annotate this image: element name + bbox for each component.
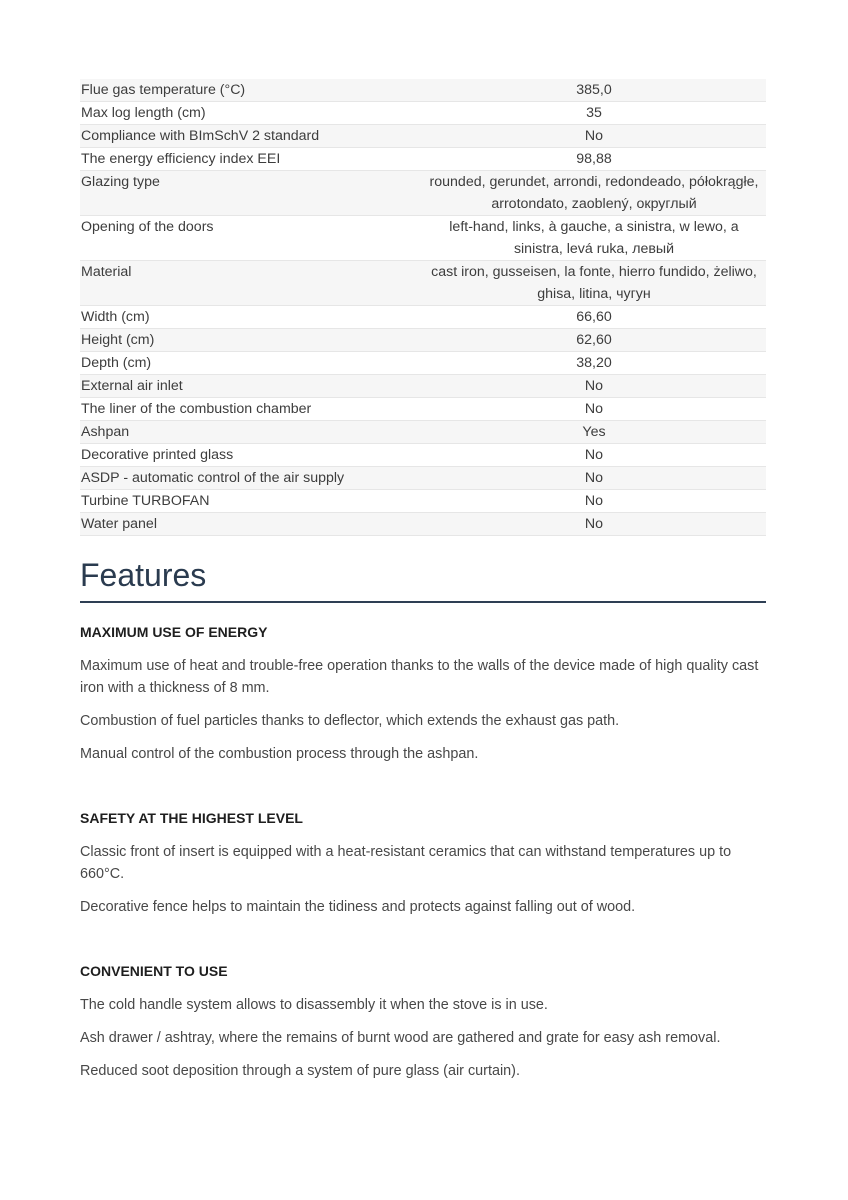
spec-row	[80, 125, 766, 148]
feature-paragraph: Decorative fence helps to maintain the tidiness and protects against falling out of wood.	[80, 899, 636, 915]
spec-row	[80, 352, 766, 375]
spec-label: The energy efficiency index EEI	[80, 148, 423, 171]
spec-label: Opening of the doors	[80, 216, 423, 261]
spec-label: Material	[80, 261, 423, 306]
spec-value: No	[423, 513, 766, 536]
features-divider	[80, 601, 766, 603]
spec-row	[80, 306, 766, 329]
spec-label: Depth (cm)	[80, 352, 423, 375]
spec-row	[80, 148, 766, 171]
spec-value: No	[423, 490, 766, 513]
spec-row	[80, 261, 766, 306]
spec-value: No	[423, 467, 766, 490]
spec-label: Max log length (cm)	[80, 102, 423, 125]
spec-label: External air inlet	[80, 375, 423, 398]
feature-section-convenience	[80, 961, 766, 1093]
spec-label: Compliance with BImSchV 2 standard	[80, 125, 423, 148]
spec-row	[80, 375, 766, 398]
feature-heading: CONVENIENT TO USE	[80, 963, 228, 979]
feature-paragraph: Maximum use of heat and trouble-free operation thanks to the walls of the device made of high quality cast iron with a thickness of 8 mm.	[80, 658, 759, 696]
spec-value: No	[423, 375, 766, 398]
spec-label: Glazing type	[80, 171, 423, 216]
spec-value: 62,60	[423, 329, 766, 352]
spec-label: ASDP - automatic control of the air supply	[80, 467, 423, 490]
spec-row	[80, 421, 766, 444]
spec-label: Height (cm)	[80, 329, 423, 352]
spec-value: 38,20	[423, 352, 766, 375]
spec-row	[80, 79, 766, 102]
spec-label: Decorative printed glass	[80, 444, 423, 467]
spec-row	[80, 398, 766, 421]
feature-paragraph: Manual control of the combustion process through the ashpan.	[80, 746, 479, 762]
spec-value: Yes	[423, 421, 766, 444]
feature-heading: SAFETY AT THE HIGHEST LEVEL	[80, 810, 303, 826]
spec-row	[80, 467, 766, 490]
spec-value: No	[423, 398, 766, 421]
feature-section-energy	[80, 622, 766, 776]
feature-paragraph: Combustion of fuel particles thanks to deflector, which extends the exhaust gas path.	[80, 713, 620, 729]
spec-value: 66,60	[423, 306, 766, 329]
features-title: Features	[80, 557, 207, 593]
spec-value: No	[423, 444, 766, 467]
spec-value: rounded, gerundet, arrondi, redondeado, półokrągłe, arrotondato, zaoblený, округлый	[423, 171, 766, 216]
feature-section-safety	[80, 808, 766, 929]
spec-label: Width (cm)	[80, 306, 423, 329]
spec-value: No	[423, 125, 766, 148]
feature-heading: MAXIMUM USE OF ENERGY	[80, 624, 268, 640]
specifications-table	[80, 79, 766, 536]
spec-label: Water panel	[80, 513, 423, 536]
spec-value: cast iron, gusseisen, la fonte, hierro fundido, żeliwo, ghisa, litina, чугун	[423, 261, 766, 306]
spec-value: left-hand, links, à gauche, a sinistra, w lewo, a sinistra, levá ruka, левый	[423, 216, 766, 261]
specifications-table-body	[80, 79, 766, 536]
spec-value: 385,0	[423, 79, 766, 102]
spec-row	[80, 216, 766, 261]
spec-label: Ashpan	[80, 421, 423, 444]
spec-label: Turbine TURBOFAN	[80, 490, 423, 513]
spec-row	[80, 102, 766, 125]
spec-value: 35	[423, 102, 766, 125]
spec-row	[80, 329, 766, 352]
feature-paragraph: The cold handle system allows to disassembly it when the stove is in use.	[80, 997, 548, 1013]
spec-row	[80, 444, 766, 467]
feature-paragraph: Classic front of insert is equipped with a heat-resistant ceramics that can withstand temperatures up to 660°C.	[80, 844, 732, 882]
spec-value: 98,88	[423, 148, 766, 171]
feature-paragraph: Reduced soot deposition through a system of pure glass (air curtain).	[80, 1063, 520, 1079]
spec-row	[80, 513, 766, 536]
feature-paragraph: Ash drawer / ashtray, where the remains of burnt wood are gathered and grate for easy ash removal.	[80, 1030, 721, 1046]
spec-label: The liner of the combustion chamber	[80, 398, 423, 421]
spec-label: Flue gas temperature (°C)	[80, 79, 423, 102]
spec-row	[80, 171, 766, 216]
spec-row	[80, 490, 766, 513]
